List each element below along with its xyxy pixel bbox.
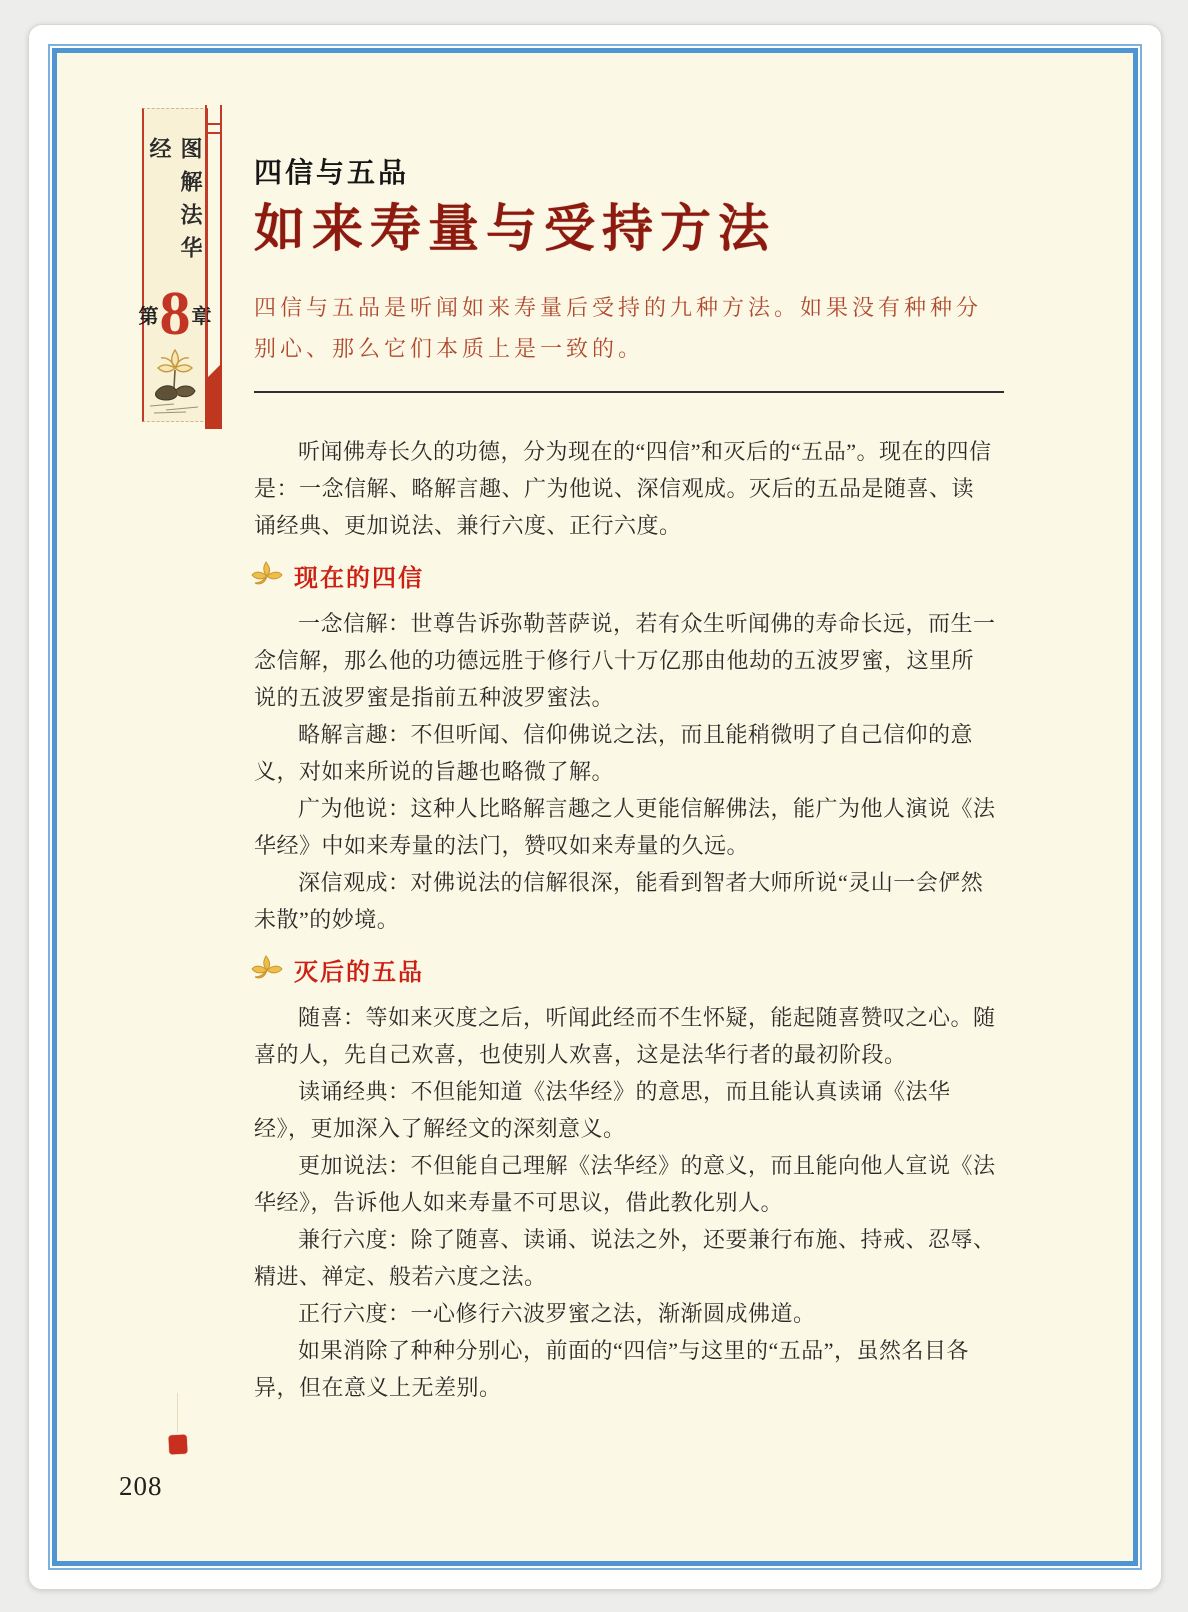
paragraph: 广为他说：这种人比略解言趣之人更能信解佛法，能广为他人演说《法华经》中如来寿量的法门，赞叹如来寿量的久远。 [254, 796, 996, 858]
book-title-vertical: 图解法华经 [147, 137, 203, 269]
section-heading-five-grades [250, 954, 996, 991]
lead-paragraph: 听闻佛寿长久的功德，分为现在的“四信”和灭后的“五品”。现在的四信是：一念信解、略解言趣、广为他说、深信观成。灭后的五品是随喜、读诵经典、更加说法、兼行六度、正行六度。 [254, 439, 992, 538]
kicker-title: 四信与五品 [254, 157, 410, 188]
inner-blue-frame [52, 48, 1138, 1566]
chapter-number: 8 [159, 280, 191, 348]
paragraph: 如果消除了种种分别心，前面的“四信”与这里的“五品”，虽然名目各异，但在意义上无差别。 [254, 1338, 970, 1400]
ribbon-rung [207, 132, 220, 134]
red-seal-stamp [169, 1435, 188, 1455]
seal-thread [177, 1393, 178, 1433]
gold-lotus-icon [250, 954, 284, 991]
outer-blue-frame [48, 44, 1142, 1570]
lotus-sketch-icon [146, 344, 204, 421]
chapter-prefix: 第 [138, 305, 159, 328]
paragraph: 读诵经典：不但能知道《法华经》的意思，而且能认真读诵《法华经》，更加深入了解经文的深刻意义。 [254, 1079, 951, 1141]
chapter-label [138, 280, 212, 348]
chapter-sidebar-tab [138, 108, 212, 422]
divider-line [254, 391, 1004, 393]
paragraph: 略解言趣：不但听闻、信仰佛说之法，而且能稍微明了自己信仰的意义，对如来所说的旨趣也略微了解。 [254, 722, 974, 784]
bookmark-ribbon [205, 105, 222, 429]
section-heading-label: 灭后的五品 [294, 959, 424, 986]
section-heading-present-four-faiths [250, 560, 996, 597]
ribbon-flag [205, 363, 222, 429]
paragraph: 深信观成：对佛说法的信解很深，能看到智者大师所说“灵山一会俨然未散”的妙境。 [254, 870, 984, 932]
paragraph: 更加说法：不但能自己理解《法华经》的意义，而且能向他人宣说《法华经》，告诉他人如来寿量不可思议，借此教化别人。 [254, 1153, 996, 1215]
page-title: 如来寿量与受持方法 [254, 202, 777, 258]
intro-summary: 四信与五品是听闻如来寿量后受持的九种方法。如果没有种种分别心、那么它们本质上是一致的。 [254, 295, 983, 361]
page-background [57, 53, 1133, 1561]
gold-lotus-icon [250, 560, 284, 597]
paragraph: 一念信解：世尊告诉弥勒菩萨说，若有众生听闻佛的寿命长远，而生一念信解，那么他的功德远胜于修行八十万亿那由他劫的五波罗蜜，这里所说的五波罗蜜是指前五种波罗蜜法。 [254, 611, 996, 710]
book-page-card [28, 24, 1162, 1590]
paragraph: 随喜：等如来灭度之后，听闻此经而不生怀疑，能起随喜赞叹之心。随喜的人，先自己欢喜，也使别人欢喜，这是法华行者的最初阶段。 [254, 1005, 996, 1067]
chapter-suffix: 章 [191, 305, 212, 328]
paragraph: 正行六度：一心修行六波罗蜜之法，渐渐圆成佛道。 [298, 1301, 816, 1326]
page-number: 208 [119, 1471, 163, 1501]
ribbon-rung [207, 123, 220, 125]
paragraph: 兼行六度：除了随喜、读诵、说法之外，还要兼行布施、持戒、忍辱、精进、禅定、般若六度之法。 [254, 1227, 996, 1289]
main-column [254, 151, 996, 1406]
body-text [254, 433, 996, 1406]
section-heading-label: 现在的四信 [294, 565, 424, 592]
